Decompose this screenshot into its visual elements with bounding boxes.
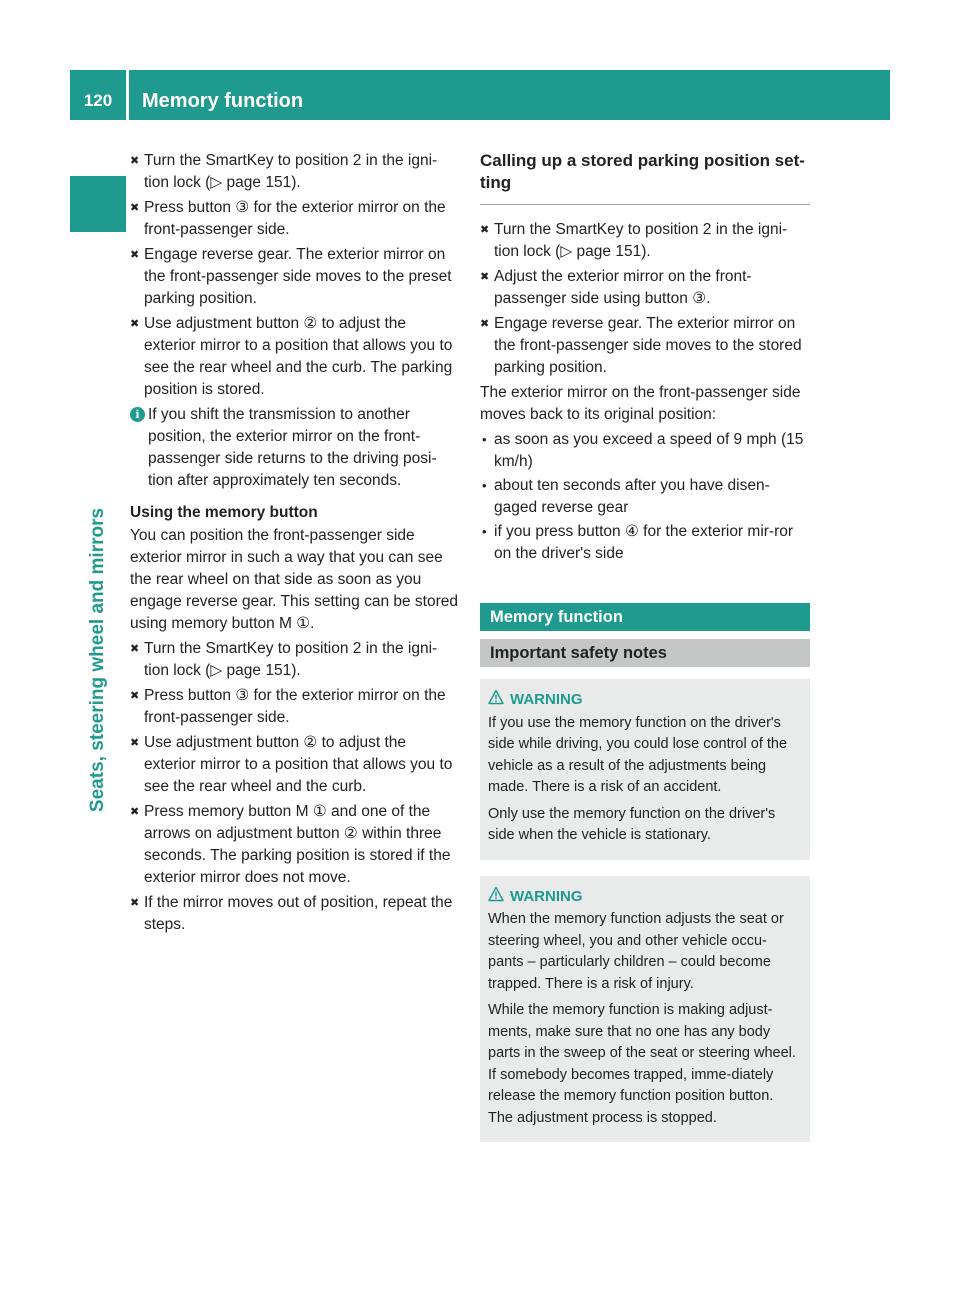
warning-box [480,876,810,1143]
warning-text: If you use the memory function on the driver's side while driving, you could lose control of the vehicle as a result of the adjustments being made. There is a risk of an accident. [488,714,788,795]
chapter-tab [70,176,126,232]
warning-heading: WARNING [488,886,802,908]
page-title: Memory function [142,90,304,112]
warning-box [480,679,810,860]
left-column [130,150,460,939]
list-item: • about ten seconds after you have disen-gaged reverse gear [482,477,770,516]
page-number: 120 [83,91,113,110]
step-item: ✖ Adjust the exterior mirror on the front-passenger side using button ③. [480,268,752,307]
bullet-icon: • [482,524,487,539]
step-item: ✖ Use adjustment button ② to adjust the exterior mirror to a position that allows you to see the rear wheel and the curb. The parking position is stored. [130,315,453,398]
header-divider [126,70,129,120]
warning-text: While the memory function is making adjust-ments, make sure that no one has any body parts in the sweep of the seat or steering wheel. If somebody becomes trapped, imme-diately release the memory function position button. The adjustment process is stopped. [488,1002,796,1126]
step-item: ✖ Engage reverse gear. The exterior mirror on the front-passenger side moves to the stored parking position. [480,315,802,376]
list-item: • if you press button ④ for the exterior mir-ror on the driver's side [482,523,794,562]
arrow-icon: ✖ [130,737,140,749]
bullet-icon: • [482,432,487,447]
list-item: • as soon as you exceed a speed of 9 mph (15 km/h) [482,431,804,470]
step-item: ✖ Turn the SmartKey to position 2 in the igni-tion lock (▷ page 151). [130,640,438,679]
warning-triangle-icon [488,886,504,902]
step-item: ✖ If the mirror moves out of position, repeat the steps. [130,894,453,933]
warning-text: Only use the memory function on the driver's side when the vehicle is stationary. [488,805,776,843]
subsection-title: Important safety notes [480,639,810,667]
memory-intro: You can position the front-passenger side exterior mirror in such a way that you can see the rear wheel on that side as soon as you engage reverse gear. This setting can be stored using memory button M ①. [130,527,459,632]
arrow-icon: ✖ [130,806,140,818]
section-title: Memory function [480,603,810,631]
arrow-icon: ✖ [480,271,490,283]
step-item: ✖ Press button ③ for the exterior mirror on the front-passenger side. [130,199,446,238]
step-item: ✖ Use adjustment button ② to adjust the exterior mirror to a position that allows you to see the rear wheel and the curb. [130,734,453,795]
arrow-icon: ✖ [130,249,140,261]
arrow-icon: ✖ [130,690,140,702]
arrow-icon: ✖ [130,643,140,655]
chapter-title: Seats, steering wheel and mirrors [87,507,108,813]
info-icon: i [130,407,145,422]
arrow-icon: ✖ [130,155,140,167]
bullet-icon: • [482,478,487,493]
arrow-icon: ✖ [480,318,490,330]
step-item: ✖ Turn the SmartKey to position 2 in the igni-tion lock (▷ page 151). [130,152,438,191]
step-item: ✖ Engage reverse gear. The exterior mirror on the front-passenger side moves to the preset parking position. [130,246,452,307]
step-item: ✖ Turn the SmartKey to position 2 in the igni-tion lock (▷ page 151). [480,221,788,260]
arrow-icon: ✖ [130,318,140,330]
right-column [480,150,810,1142]
step-item: ✖ Press memory button M ① and one of the arrows on adjustment button ② within three seconds. The parking position is stored if the exterior mirror does not move. [130,803,451,886]
step-item: ✖ Press button ③ for the exterior mirror on the front-passenger side. [130,687,446,726]
warning-heading: WARNING [488,689,802,711]
arrow-icon: ✖ [130,202,140,214]
warning-text: When the memory function adjusts the seat or steering wheel, you and other vehicle occu-pants – particularly children – could become trapped. There is a risk of injury. [488,911,784,992]
info-note: i If you shift the transmission to another position, the exterior mirror on the front-passenger side returns to the driving posi-tion after approximately ten seconds. [130,404,460,492]
body-paragraph: The exterior mirror on the front-passenger side moves back to its original position: [480,384,801,423]
warning-triangle-icon [488,689,504,705]
arrow-icon: ✖ [130,897,140,909]
arrow-icon: ✖ [480,224,490,236]
memory-button-heading: Using the memory button [130,504,318,521]
calling-up-heading: Calling up a stored parking position set-ting [480,150,810,205]
